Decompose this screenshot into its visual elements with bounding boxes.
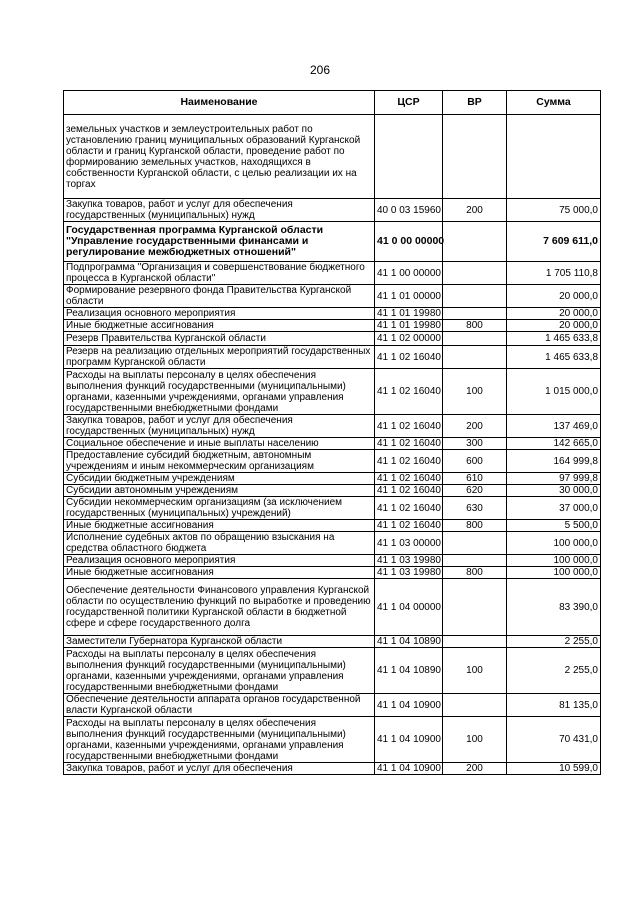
cell-csr: 41 1 01 00000 bbox=[375, 285, 443, 308]
table-row bbox=[64, 320, 601, 332]
cell-sum: 37 000,0 bbox=[507, 497, 601, 520]
cell-sum: 10 599,0 bbox=[507, 763, 601, 775]
cell-sum: 1 465 633,8 bbox=[507, 346, 601, 369]
cell-vr bbox=[443, 308, 507, 320]
cell-vr bbox=[443, 579, 507, 636]
table-row bbox=[64, 473, 601, 485]
table-row bbox=[64, 262, 601, 285]
cell-sum: 30 000,0 bbox=[507, 485, 601, 497]
cell-csr: 41 1 04 10900 bbox=[375, 694, 443, 717]
cell-sum: 137 469,0 bbox=[507, 415, 601, 438]
cell-sum: 83 390,0 bbox=[507, 579, 601, 636]
cell-name: Обеспечение деятельности аппарата органов государственной власти Курганской области bbox=[64, 694, 375, 717]
cell-csr: 41 1 03 19980 bbox=[375, 567, 443, 579]
table-row bbox=[64, 450, 601, 473]
header-sum: Сумма bbox=[507, 91, 601, 115]
table-row bbox=[64, 532, 601, 555]
cell-sum: 81 135,0 bbox=[507, 694, 601, 717]
cell-name: Резерв Правительства Курганской области bbox=[64, 332, 375, 346]
table-row bbox=[64, 579, 601, 636]
cell-sum: 75 000,0 bbox=[507, 199, 601, 222]
cell-name: Резерв на реализацию отдельных мероприятий государственных программ Курганской области bbox=[64, 346, 375, 369]
cell-csr: 41 1 01 19980 bbox=[375, 320, 443, 332]
cell-sum: 1 015 000,0 bbox=[507, 369, 601, 415]
cell-name: Формирование резервного фонда Правительства Курганской области bbox=[64, 285, 375, 308]
cell-csr: 41 1 04 10900 bbox=[375, 717, 443, 763]
cell-csr: 41 1 02 16040 bbox=[375, 497, 443, 520]
cell-name: Расходы на выплаты персоналу в целях обеспечения выполнения функций государственными (муниципальными) органами, казенными учреждениями, органами управления государственными внебюджетными фондами bbox=[64, 369, 375, 415]
cell-name: Реализация основного мероприятия bbox=[64, 555, 375, 567]
cell-name: Иные бюджетные ассигнования bbox=[64, 567, 375, 579]
table-row bbox=[64, 332, 601, 346]
cell-csr: 41 1 02 16040 bbox=[375, 485, 443, 497]
table-row bbox=[64, 285, 601, 308]
cell-csr: 41 1 02 16040 bbox=[375, 346, 443, 369]
cell-csr: 41 1 02 16040 bbox=[375, 450, 443, 473]
table-header-row bbox=[64, 91, 601, 115]
cell-csr: 41 1 01 19980 bbox=[375, 308, 443, 320]
cell-sum: 70 431,0 bbox=[507, 717, 601, 763]
cell-vr: 100 bbox=[443, 369, 507, 415]
cell-vr bbox=[443, 115, 507, 199]
table-row bbox=[64, 346, 601, 369]
cell-csr: 41 1 03 00000 bbox=[375, 532, 443, 555]
table-row bbox=[64, 555, 601, 567]
cell-csr bbox=[375, 115, 443, 199]
cell-sum: 97 999,8 bbox=[507, 473, 601, 485]
cell-sum: 5 500,0 bbox=[507, 520, 601, 532]
cell-csr: 41 1 04 10900 bbox=[375, 763, 443, 775]
cell-sum: 142 665,0 bbox=[507, 438, 601, 450]
table-row bbox=[64, 222, 601, 262]
cell-sum: 20 000,0 bbox=[507, 308, 601, 320]
cell-name: Расходы на выплаты персоналу в целях обеспечения выполнения функций государственными (муниципальными) органами, казенными учреждениями, органами управления государственными внебюджетными фондами bbox=[64, 717, 375, 763]
table-row bbox=[64, 485, 601, 497]
cell-csr: 41 1 02 16040 bbox=[375, 369, 443, 415]
cell-vr: 200 bbox=[443, 415, 507, 438]
cell-name: земельных участков и землеустроительных работ по установлению границ муниципальных образований Курганской области и границ Курганской области, проведение работ по формированию земельных участков, находящихся в собственности Курганской области, с целью реализации их на торгах bbox=[64, 115, 375, 199]
cell-name: Закупка товаров, работ и услуг для обеспечения государственных (муниципальных) нужд bbox=[64, 199, 375, 222]
cell-csr: 41 1 04 00000 bbox=[375, 579, 443, 636]
table-body bbox=[64, 115, 601, 775]
cell-csr: 41 1 02 00000 bbox=[375, 332, 443, 346]
cell-vr: 800 bbox=[443, 567, 507, 579]
cell-csr: 41 1 02 16040 bbox=[375, 438, 443, 450]
table-row bbox=[64, 763, 601, 775]
cell-name: Обеспечение деятельности Финансового управления Курганской области по осуществлению функций по выработке и проведению государственной политики Курганской области в бюджетной сфере и сфере государственного долга bbox=[64, 579, 375, 636]
header-name: Наименование bbox=[64, 91, 375, 115]
cell-vr: 800 bbox=[443, 520, 507, 532]
cell-csr: 41 1 03 19980 bbox=[375, 555, 443, 567]
cell-vr bbox=[443, 346, 507, 369]
cell-vr bbox=[443, 285, 507, 308]
cell-vr bbox=[443, 555, 507, 567]
cell-sum: 1 705 110,8 bbox=[507, 262, 601, 285]
cell-sum: 100 000,0 bbox=[507, 532, 601, 555]
page-number: 206 bbox=[309, 63, 331, 77]
cell-vr: 620 bbox=[443, 485, 507, 497]
cell-name: Субсидии некоммерческим организациям (за исключением государственных (муниципальных) учреждений) bbox=[64, 497, 375, 520]
cell-name: Государственная программа Курганской области "Управление государственными финансами и регулирование межбюджетных отношений" bbox=[64, 222, 375, 262]
cell-name: Субсидии автономным учреждениям bbox=[64, 485, 375, 497]
cell-csr: 41 1 04 10890 bbox=[375, 648, 443, 694]
cell-sum: 100 000,0 bbox=[507, 567, 601, 579]
cell-vr: 300 bbox=[443, 438, 507, 450]
cell-csr: 40 0 03 15960 bbox=[375, 199, 443, 222]
table-row bbox=[64, 694, 601, 717]
cell-vr bbox=[443, 332, 507, 346]
cell-sum bbox=[507, 115, 601, 199]
table-row bbox=[64, 308, 601, 320]
cell-name: Исполнение судебных актов по обращению взыскания на средства областного бюджета bbox=[64, 532, 375, 555]
cell-name: Заместители Губернатора Курганской области bbox=[64, 636, 375, 648]
header-csr: ЦСР bbox=[375, 91, 443, 115]
cell-csr: 41 1 00 00000 bbox=[375, 262, 443, 285]
table-row bbox=[64, 636, 601, 648]
cell-name: Закупка товаров, работ и услуг для обеспечения bbox=[64, 763, 375, 775]
cell-csr: 41 1 02 16040 bbox=[375, 473, 443, 485]
budget-table bbox=[63, 90, 601, 775]
cell-name: Социальное обеспечение и иные выплаты населению bbox=[64, 438, 375, 450]
cell-sum: 20 000,0 bbox=[507, 320, 601, 332]
cell-name: Субсидии бюджетным учреждениям bbox=[64, 473, 375, 485]
cell-csr: 41 1 04 10890 bbox=[375, 636, 443, 648]
table-row bbox=[64, 199, 601, 222]
cell-name: Предоставление субсидий бюджетным, автономным учреждениям и иным некоммерческим организациям bbox=[64, 450, 375, 473]
cell-sum: 2 255,0 bbox=[507, 648, 601, 694]
cell-vr: 600 bbox=[443, 450, 507, 473]
cell-name: Реализация основного мероприятия bbox=[64, 308, 375, 320]
cell-vr: 630 bbox=[443, 497, 507, 520]
cell-vr: 610 bbox=[443, 473, 507, 485]
cell-csr: 41 1 02 16040 bbox=[375, 520, 443, 532]
cell-name: Расходы на выплаты персоналу в целях обеспечения выполнения функций государственными (муниципальными) органами, казенными учреждениями, органами управления государственными внебюджетными фондами bbox=[64, 648, 375, 694]
table-row bbox=[64, 497, 601, 520]
table-row bbox=[64, 438, 601, 450]
cell-name: Закупка товаров, работ и услуг для обеспечения государственных (муниципальных) нужд bbox=[64, 415, 375, 438]
cell-vr bbox=[443, 222, 507, 262]
cell-vr: 200 bbox=[443, 199, 507, 222]
cell-sum: 1 465 633,8 bbox=[507, 332, 601, 346]
cell-vr: 800 bbox=[443, 320, 507, 332]
cell-vr: 100 bbox=[443, 648, 507, 694]
cell-vr bbox=[443, 636, 507, 648]
cell-vr bbox=[443, 694, 507, 717]
cell-name: Иные бюджетные ассигнования bbox=[64, 520, 375, 532]
table-row bbox=[64, 717, 601, 763]
table-row bbox=[64, 115, 601, 199]
cell-sum: 7 609 611,0 bbox=[507, 222, 601, 262]
cell-csr: 41 1 02 16040 bbox=[375, 415, 443, 438]
cell-name: Подпрограмма "Организация и совершенствование бюджетного процесса в Курганской области" bbox=[64, 262, 375, 285]
table-row bbox=[64, 369, 601, 415]
cell-sum: 2 255,0 bbox=[507, 636, 601, 648]
cell-vr: 200 bbox=[443, 763, 507, 775]
table-row bbox=[64, 567, 601, 579]
cell-vr bbox=[443, 262, 507, 285]
cell-csr: 41 0 00 00000 bbox=[375, 222, 443, 262]
cell-vr: 100 bbox=[443, 717, 507, 763]
cell-sum: 20 000,0 bbox=[507, 285, 601, 308]
cell-sum: 164 999,8 bbox=[507, 450, 601, 473]
header-vr: ВР bbox=[443, 91, 507, 115]
cell-sum: 100 000,0 bbox=[507, 555, 601, 567]
table-row bbox=[64, 648, 601, 694]
table-row bbox=[64, 415, 601, 438]
cell-vr bbox=[443, 532, 507, 555]
table-row bbox=[64, 520, 601, 532]
cell-name: Иные бюджетные ассигнования bbox=[64, 320, 375, 332]
